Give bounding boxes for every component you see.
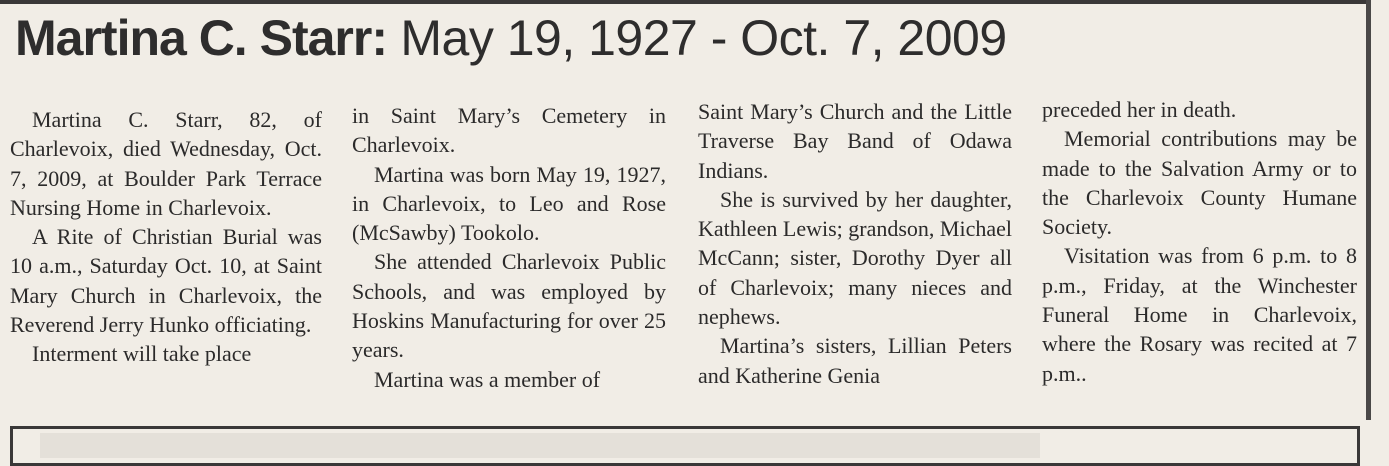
paragraph: Martina C. Starr, 82, of Charlevoix, died Wednesday, Oct. 7, 2009, at Boulder Park Terrace Nursing Home in Charlevoix. [10, 107, 322, 220]
paragraph: Visitation was from 6 p.m. to 8 p.m., Friday, at the Winchester Funeral Home in Charlevoix, where the Rosary was recited at 7 p.m.. [1042, 243, 1357, 386]
right-rule [1366, 0, 1371, 420]
paragraph: Martina was born May 19, 1927, in Charlevoix, to Leo and Rose (McSawby) Tookolo. [352, 161, 666, 246]
adjacent-article-box [10, 426, 1360, 466]
paragraph: A Rite of Christian Burial was 10 a.m., Saturday Oct. 10, at Saint Mary Church in Charlevoix, the Reverend Jerry Hunko officiating. [10, 224, 322, 338]
paragraph: in Saint Mary’s Cemetery in Charlevoix. [352, 103, 666, 158]
paragraph: She is survived by her daughter, Kathleen Lewis; grandson, Michael McCann; sister, Dorothy Dyer all of Charlevoix; many nieces and nephews. [698, 186, 1013, 330]
column-4 [1042, 95, 1357, 388]
paragraph: Memorial contributions may be made to the Salvation Army or to the Charlevoix County Humane Society. [1042, 126, 1357, 240]
column-1 [10, 105, 322, 369]
paragraph: preceded her in death. [1042, 97, 1237, 122]
headline-dates: May 19, 1927 - Oct. 7, 2009 [386, 10, 1007, 66]
headline-name: Martina C. Starr: [15, 10, 387, 66]
top-rule [0, 0, 1370, 4]
column-2 [352, 101, 666, 394]
paragraph: Interment will take place [32, 341, 252, 367]
paragraph: She attended Charlevoix Public Schools, and was employed by Hoskins Manufacturing for over 25 years. [352, 249, 666, 363]
obituary-headline [15, 6, 1355, 70]
paragraph: Saint Mary’s Church and the Little Traverse Bay Band of Odawa Indians. [698, 99, 1012, 183]
paragraph: Martina’s sisters, Lillian Peters and Katherine Genia [698, 333, 1012, 388]
column-3 [698, 97, 1012, 390]
paragraph: Martina was a member of [374, 366, 601, 392]
